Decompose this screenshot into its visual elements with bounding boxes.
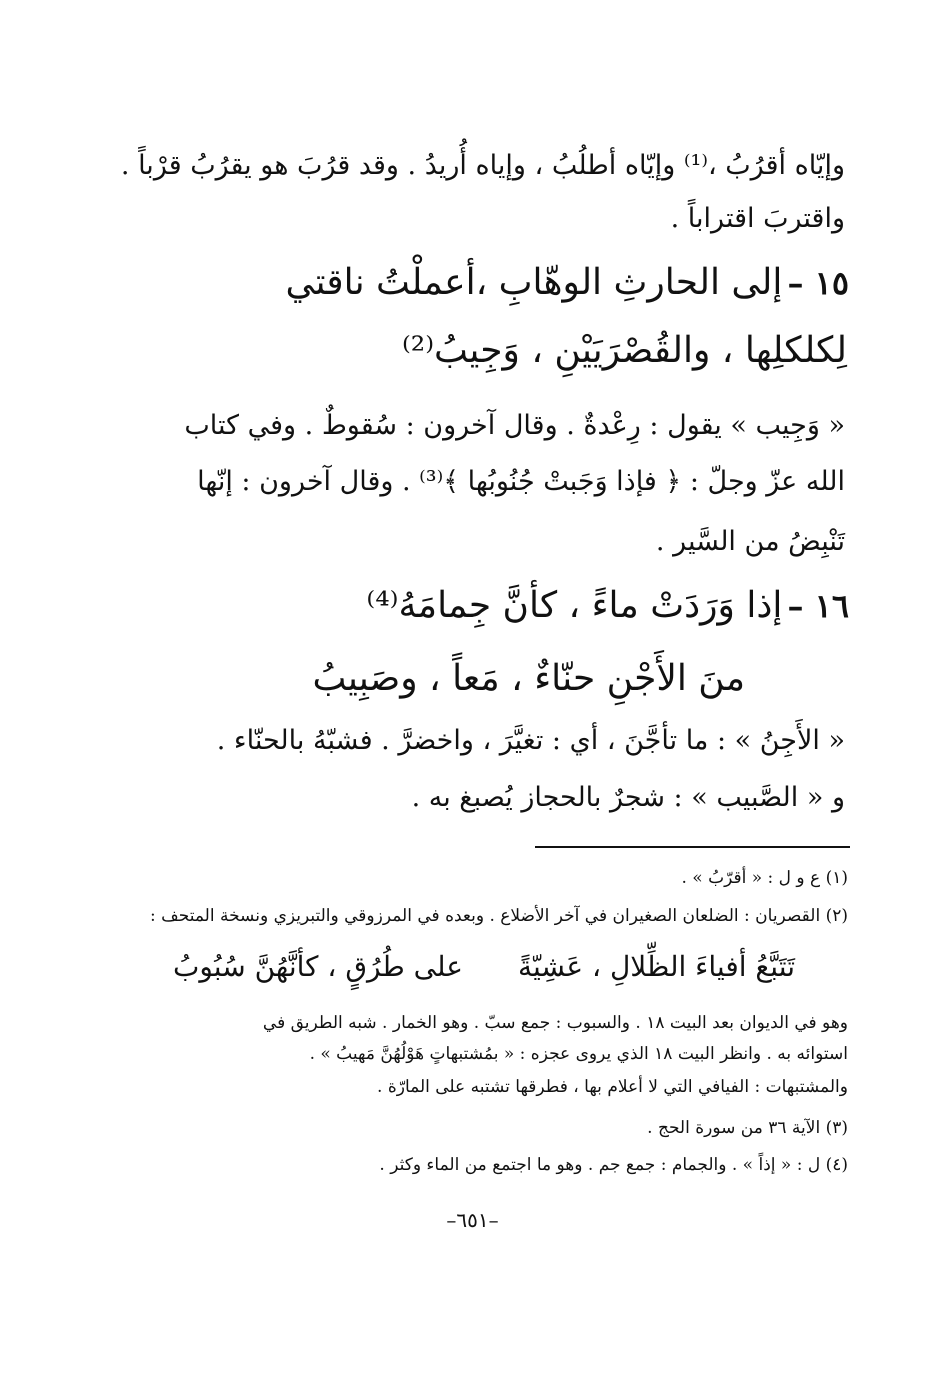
footnote-4: (٤) ل : « إذاً » . والجمام : جمع جم . وهو ما اجتمع من الماء وكثر .	[379, 1155, 848, 1175]
footnote-2-verse-hemistich-2: على طُرُقٍ ، كأنَّهُنَّ سُبُوبُ	[172, 950, 463, 983]
footnote-2-line-2: استوائه به . وانظر البيت ١٨ الذي يروى عجزه : « بمُشتبهاتٍ هَوْلُهُنَّ مَهيبُ » .	[309, 1044, 848, 1064]
commentary-16-line-2: و « الصَّبيب » : شجرٌ بالحجاز يُصبغ به .	[411, 782, 845, 813]
footnote-2-line-3: والمشتبهات : الفيافي التي لا أعلام بها ، فطرقها تشتبه على المارّة .	[377, 1077, 848, 1097]
verse-15-hemistich-1: إلى الحارثِ الوهّابِ ،أعملْتُ ناقتي	[285, 262, 783, 303]
footnote-1: (١) ع و ل : « أقرّبُ » .	[681, 868, 848, 888]
commentary-15-line-3: تَنْبِضُ من السَّير .	[655, 526, 845, 557]
verse-16-first-line	[366, 585, 849, 626]
footnote-separator	[535, 846, 850, 848]
verse-15-number: ١٥ –	[787, 264, 849, 302]
footnote-2-line-1: وهو في الديوان بعد البيت ١٨ . والسبوب : جمع سبّ . وهو الخمار . شبه الطريق في	[262, 1013, 848, 1033]
commentary-16-line-1: « الأَجِنُ » : ما تأجَّنَ ، أي : تغيَّرَ ، واخضرَّ . فشبّهُ بالحنّاء .	[216, 725, 845, 756]
intro-line-2: واقتربَ اقتراباً .	[670, 203, 845, 234]
verse-16-hemistich-2: منَ الأَجْنِ حنّاءٌ ، مَعاً ، وصَبِيبُ	[312, 658, 745, 699]
verse-15-first-line	[286, 262, 849, 303]
verse-16-number: ١٦ –	[787, 587, 849, 625]
footnote-2: (٢) القصريان : الضلعان الصغيران في آخر الأضلاع . وبعده في المرزوقي والتبريزي ونسخة المتحف :	[150, 906, 848, 926]
page-number: –٦٥١–	[446, 1208, 499, 1232]
verse-16-hemistich-1: إذا وَرَدَتْ ماءً ، كأنَّ جِمامَهُ⁽⁴⁾	[366, 585, 783, 626]
commentary-15-line-2: الله عزّ وجلّ : ﴿ فإذا وَجَبتْ جُنُوبُها ﴾⁽³⁾ . وقال آخرون : إنّها	[197, 466, 845, 497]
footnote-2-verse-hemistich-1: تَتَبَّعُ أفياءَ الظِّلالِ ، عَشِيّةً	[517, 950, 795, 983]
intro-line-1: وإيّاه أقرُبُ ،⁽¹⁾ وإيّاه أطلُبُ ، وإياه أُريدُ . وقد قرُبَ هو يقرُبُ قرْباً .	[120, 150, 845, 181]
footnote-3: (٣) الآية ٣٦ من سورة الحج .	[647, 1118, 848, 1138]
verse-15-hemistich-2: لِكلكلِها ، والقُصْرَيَيْنِ ، وَجِيبُ⁽²⁾	[401, 330, 847, 371]
commentary-15-line-1: « وَجِيب » يقول : رِعْدةٌ . وقال آخرون : سُقوطٌ . وفي كتاب	[184, 410, 845, 441]
